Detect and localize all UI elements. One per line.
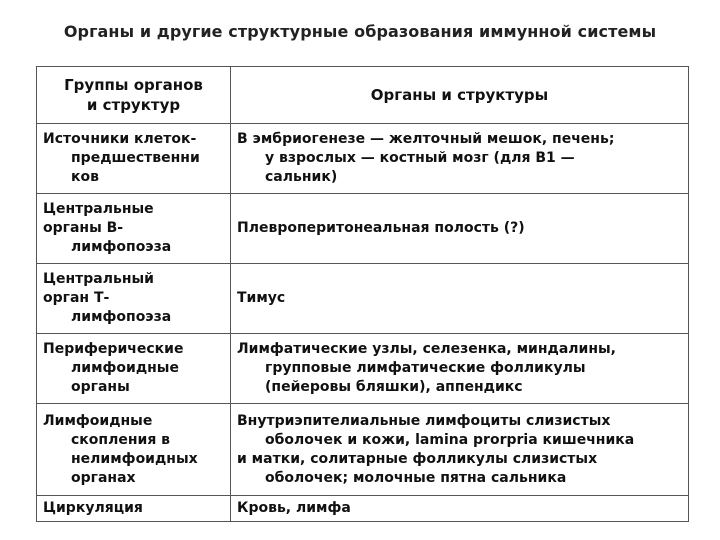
group-line: органах: [71, 469, 136, 486]
organs-line: (пейеровы бляшки), аппендикс: [265, 379, 523, 395]
group-line: Источники клеток-: [43, 131, 197, 147]
header-groups-line: Группы органов: [64, 76, 203, 94]
header-groups: [37, 67, 231, 124]
group-line: лимфопоэза: [71, 239, 172, 255]
organs-cell: [231, 124, 689, 194]
organs-line: и матки, солитарные фолликулы слизистых: [237, 450, 598, 467]
table-row: [37, 404, 689, 496]
organs-cell: [231, 404, 689, 496]
group-line: Циркуляция: [43, 500, 143, 516]
group-cell: [37, 194, 231, 264]
organs-line: оболочек и кожи, lamina prorpria кишечника: [265, 431, 635, 448]
immune-organs-table: [36, 66, 689, 522]
organs-cell: [231, 334, 689, 404]
organs-cell: [231, 264, 689, 334]
group-cell: [37, 496, 231, 522]
group-line: Центральные: [43, 201, 154, 217]
group-line: лимфопоэза: [71, 309, 172, 325]
group-line: ков: [71, 169, 99, 185]
organs-cell: [231, 194, 689, 264]
group-line: органы: [71, 379, 130, 395]
group-cell: [37, 264, 231, 334]
table-row: [37, 124, 689, 194]
group-line: предшественни: [71, 150, 200, 166]
organs-line: оболочек; молочные пятна сальника: [265, 469, 567, 486]
table-row: [37, 496, 689, 522]
header-groups-line: и структур: [86, 96, 181, 114]
table-header-row: [37, 67, 689, 124]
group-line: скопления в: [71, 431, 171, 448]
organs-line: В эмбриогенезе — желточный мешок, печень;: [237, 131, 615, 147]
group-line: нелимфоидных: [71, 450, 198, 467]
organs-line: Внутриэпителиальные лимфоциты слизистых: [237, 412, 611, 429]
organs-line: Кровь, лимфа: [237, 500, 351, 516]
group-line: Лимфоидные: [43, 412, 153, 429]
group-line: Периферические: [43, 341, 184, 357]
table-row: [37, 194, 689, 264]
page-title: Органы и другие структурные образования иммунной системы: [63, 22, 657, 41]
table-row: [37, 264, 689, 334]
organs-line: Плевроперитонеальная полость (?): [237, 220, 525, 236]
header-organs: Органы и структуры: [231, 67, 689, 124]
group-line: органы В-: [43, 220, 124, 236]
organs-line: Тимус: [237, 290, 286, 306]
group-cell: [37, 404, 231, 496]
group-cell: [37, 124, 231, 194]
group-line: Центральный: [43, 271, 154, 287]
organs-line: сальник): [265, 169, 338, 185]
organs-line: Лимфатические узлы, селезенка, миндалины,: [237, 341, 616, 357]
organs-line: групповые лимфатические фолликулы: [265, 360, 586, 376]
organs-line: у взрослых — костный мозг (для В1 —: [265, 150, 575, 166]
group-cell: [37, 334, 231, 404]
group-line: орган Т-: [43, 290, 110, 306]
table-row: [37, 334, 689, 404]
group-line: лимфоидные: [71, 360, 179, 376]
organs-cell: [231, 496, 689, 522]
